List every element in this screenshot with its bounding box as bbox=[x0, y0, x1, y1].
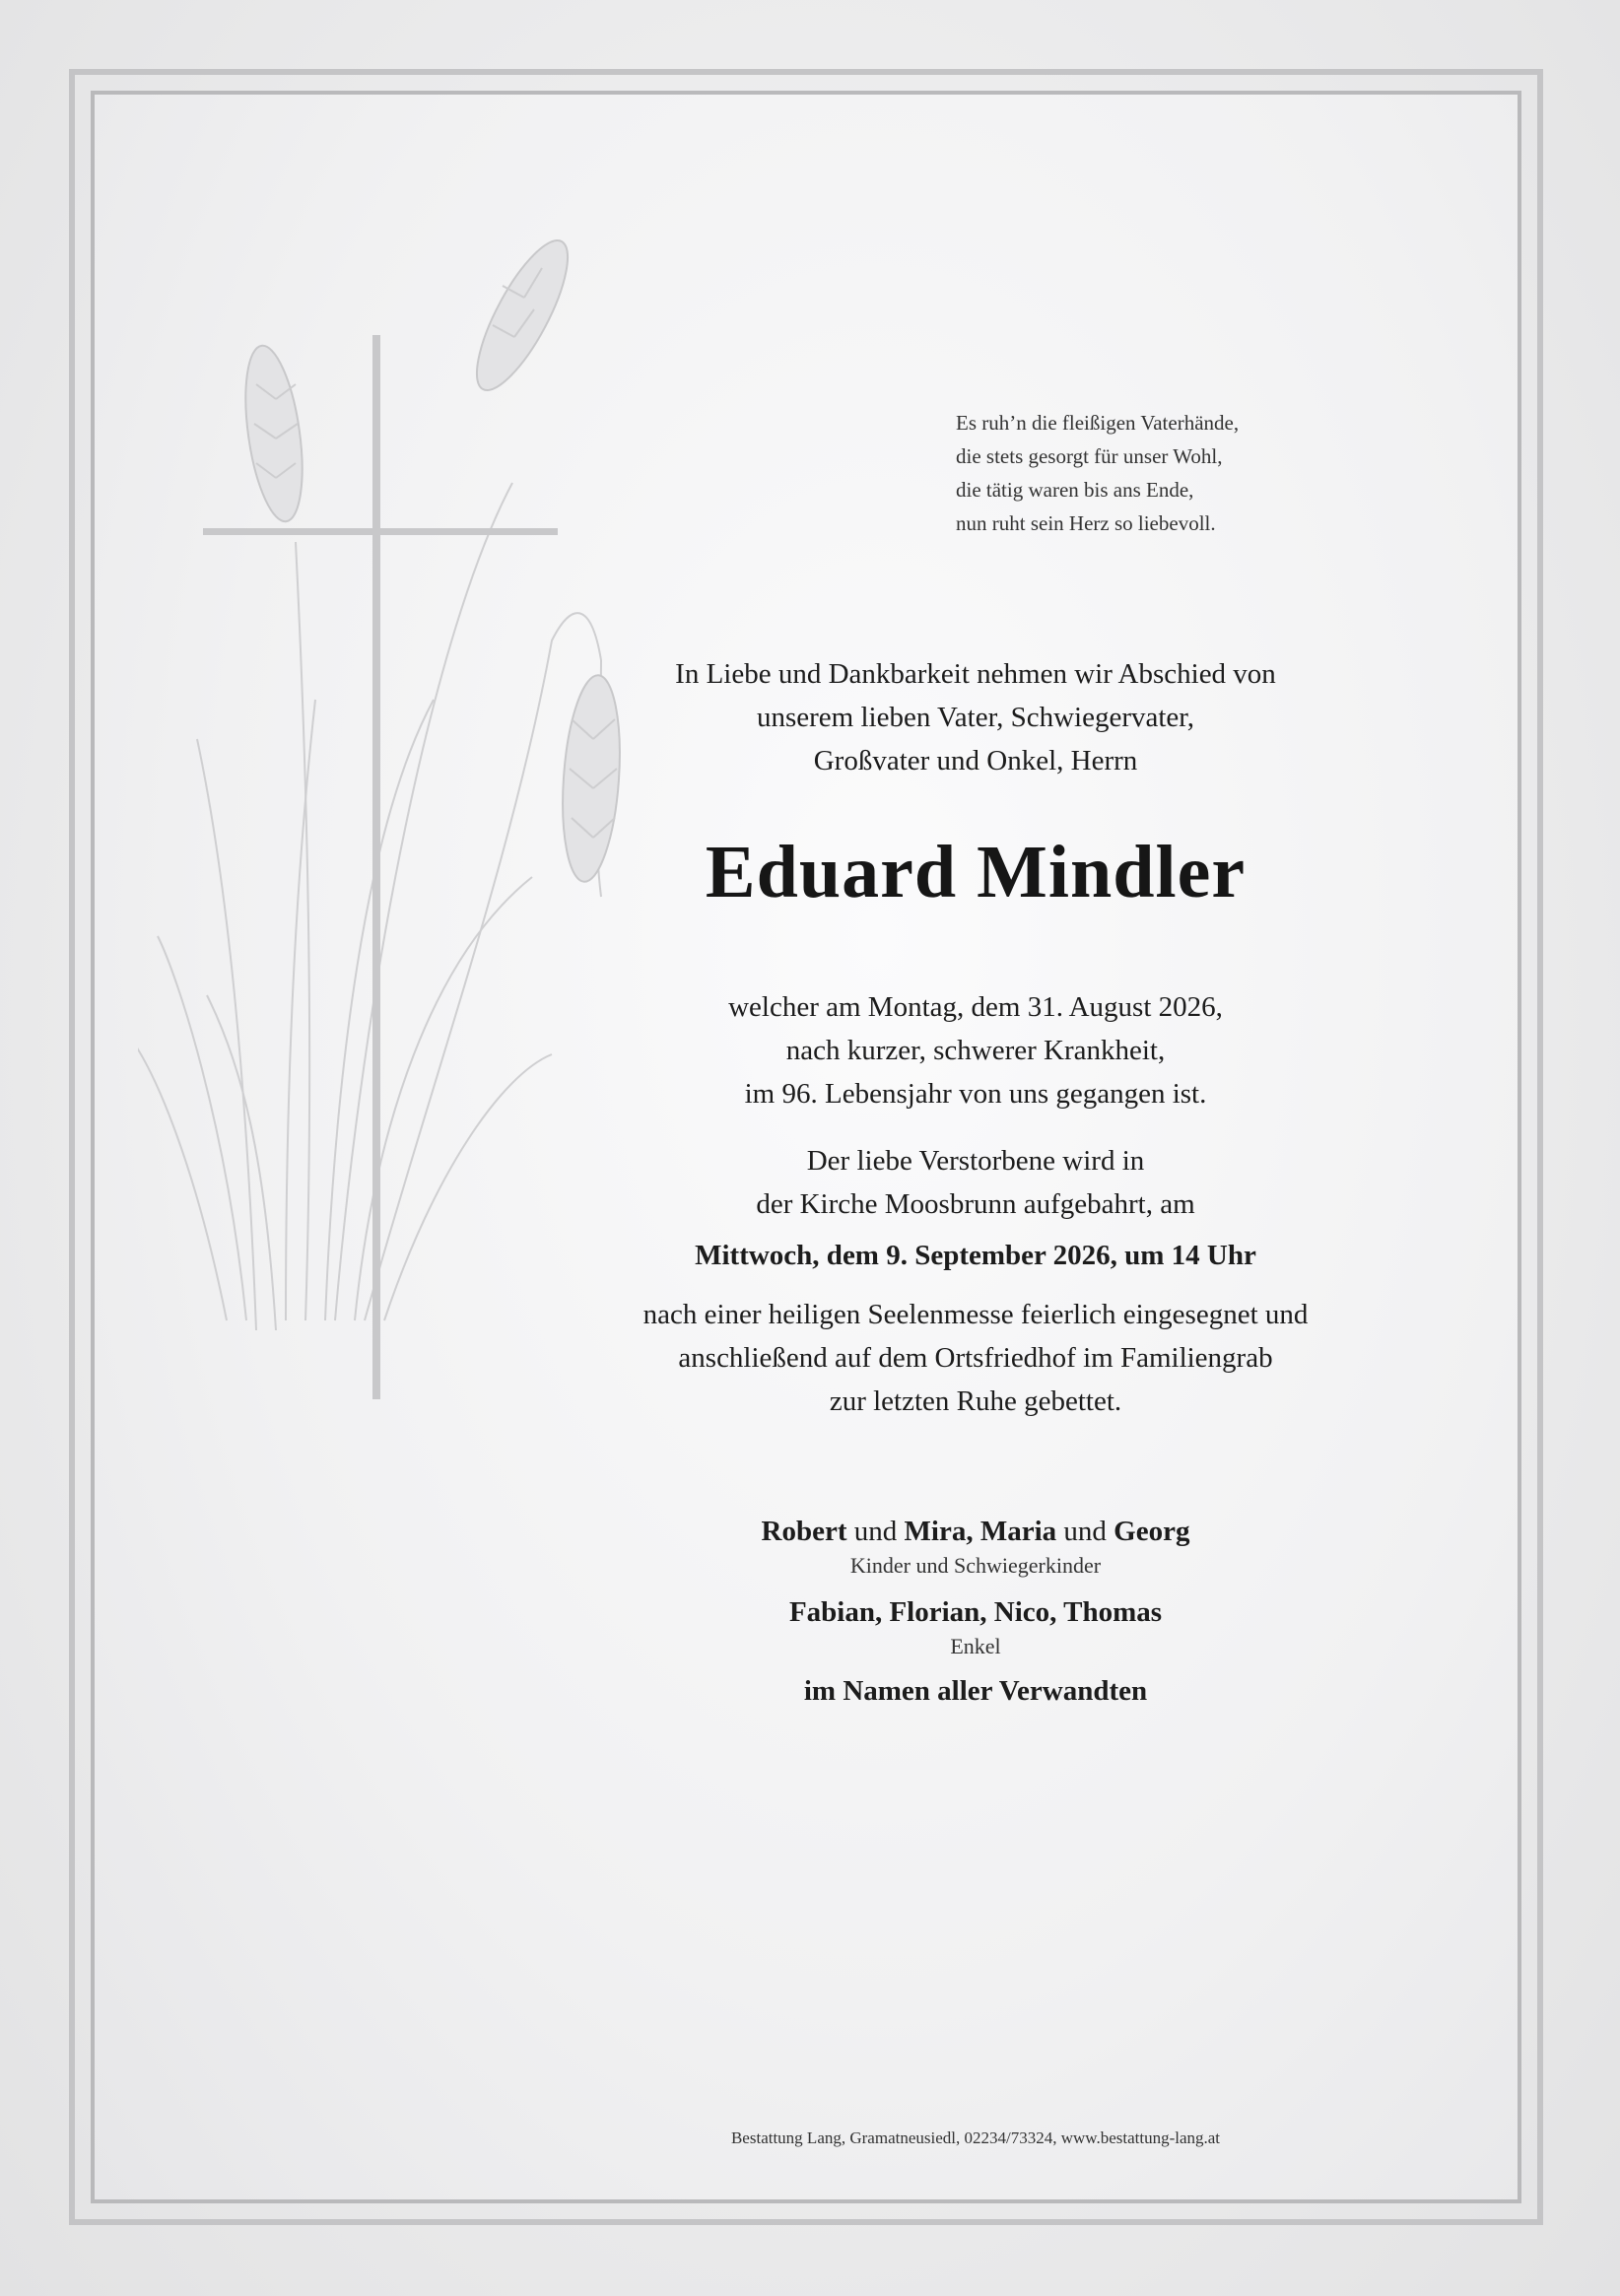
funeral-home-footer: Bestattung Lang, Gramatneusiedl, 02234/73324, www.bestattung-lang.at bbox=[730, 2128, 1221, 2147]
blessing-notice bbox=[246, 1293, 1620, 1423]
mourner-name: Mira, Maria bbox=[904, 1516, 1057, 1547]
intro-line: Großvater und Onkel, Herrn bbox=[813, 745, 1138, 777]
intro-line: unserem lieben Vater, Schwiegervater, bbox=[756, 702, 1195, 733]
death-line: nach kurzer, schwerer Krankheit, bbox=[785, 1035, 1166, 1066]
poem-line: die tätig waren bis ans Ende, bbox=[956, 478, 1194, 502]
mourner-names-grandchildren bbox=[246, 1592, 1620, 1632]
death-line: welcher am Montag, dem 31. August 2026, bbox=[728, 991, 1223, 1023]
mourner-name: Robert bbox=[761, 1516, 847, 1547]
death-notice bbox=[246, 985, 1620, 1115]
mourner-names-children bbox=[246, 1512, 1620, 1551]
poem-line: nun ruht sein Herz so liebevoll. bbox=[956, 511, 1216, 535]
poem bbox=[956, 406, 1409, 540]
mourner-role: Kinder und Schwiegerkinder bbox=[849, 1553, 1102, 1578]
blessing-line: anschließend auf dem Ortsfriedhof im Familiengrab bbox=[678, 1342, 1273, 1374]
viewing-line: Der liebe Verstorbene wird in bbox=[806, 1145, 1145, 1177]
poem-line: Es ruh’n die fleißigen Vaterhände, bbox=[956, 411, 1240, 435]
funeral-date: Mittwoch, dem 9. September 2026, um 14 Uhr bbox=[695, 1240, 1256, 1271]
blessing-line: zur letzten Ruhe gebettet. bbox=[829, 1385, 1122, 1417]
intro-line: In Liebe und Dankbarkeit nehmen wir Abschied von bbox=[675, 658, 1276, 690]
conjunction: und bbox=[846, 1516, 905, 1547]
viewing-notice bbox=[246, 1139, 1620, 1226]
deceased-name: Eduard Mindler bbox=[705, 831, 1247, 913]
viewing-line: der Kirche Moosbrunn aufgebahrt, am bbox=[756, 1188, 1195, 1220]
death-line: im 96. Lebensjahr von uns gegangen ist. bbox=[744, 1078, 1207, 1110]
conjunction: und bbox=[1056, 1516, 1114, 1547]
mourners bbox=[246, 1512, 1620, 1708]
mourner-role: Enkel bbox=[950, 1634, 1001, 1658]
all-relatives: im Namen aller Verwandten bbox=[803, 1675, 1148, 1707]
mourner-name: Georg bbox=[1114, 1516, 1190, 1547]
intro-text bbox=[246, 652, 1620, 782]
blessing-line: nach einer heiligen Seelenmesse feierlich eingesegnet und bbox=[642, 1299, 1309, 1330]
mourner-name: Fabian, Florian, Nico, Thomas bbox=[788, 1596, 1163, 1628]
poem-line: die stets gesorgt für unser Wohl, bbox=[956, 444, 1223, 468]
